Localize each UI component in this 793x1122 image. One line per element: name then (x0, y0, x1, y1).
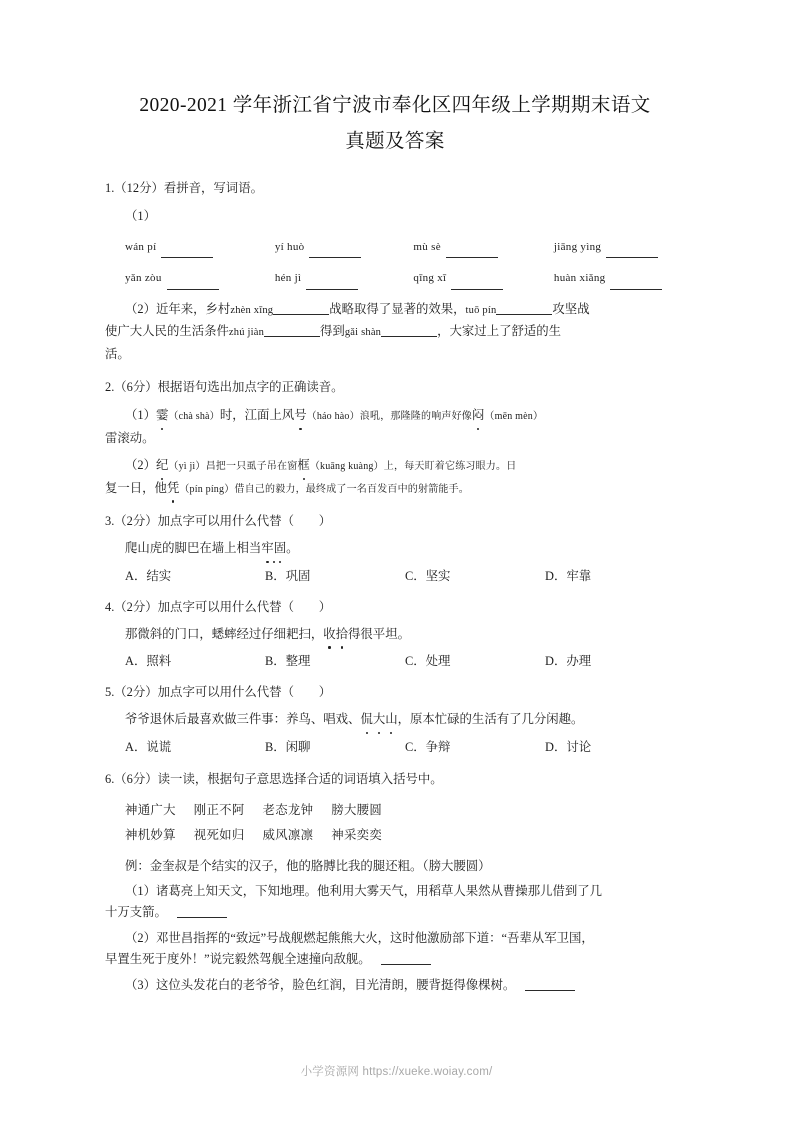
answer-blank[interactable] (451, 289, 503, 290)
question-5-head: 5.（2分）加点字可以用什么代替（ ） (105, 685, 332, 699)
q6-sub-3-line-1 (125, 975, 685, 997)
q1-part2 (105, 299, 685, 366)
footer-watermark (0, 1063, 793, 1079)
question-4-head: 4.（2分）加点字可以用什么代替（ ） (105, 599, 332, 614)
q6-example (105, 855, 685, 877)
question-5-stem (105, 709, 685, 731)
question-6 (105, 769, 685, 997)
q2-item-1-label: （1） (125, 408, 156, 422)
q1-pinyin-cell (275, 237, 414, 259)
q3-stem-a: 爬山虎的脚巴在墙上相当 (125, 541, 262, 555)
pinyin-text: huàn xiǎng (553, 272, 606, 284)
reading-choice: （kuāng kuàng）上，每天盯着它练习眼力。日 (309, 461, 517, 472)
q1-pinyin-cell (125, 237, 275, 259)
q2-item-2-line-1 (125, 455, 685, 478)
q1-pinyin-cell (554, 268, 685, 290)
option-b[interactable]: B．巩固 (265, 568, 311, 583)
reading-choice: （yì jì）昌把一只虱子吊在窗 (168, 461, 298, 472)
idiom-item: 神采奕奕 (331, 827, 383, 842)
pinyin-text: mù sè (413, 240, 441, 253)
pinyin-text: wán pí (125, 240, 157, 253)
question-4 (105, 597, 685, 672)
option-d[interactable]: D．牢靠 (545, 568, 592, 583)
q1-part2-line-2 (105, 321, 685, 344)
answer-blank[interactable] (446, 257, 498, 258)
q1-part2-seg7: 活。 (105, 346, 130, 361)
option-a[interactable]: A．结实 (125, 568, 172, 583)
dotted-char: 牢 (261, 538, 273, 560)
q2-item-1-line2-text: 雷滚动。 (105, 430, 155, 445)
pinyin-text: hén jì (274, 272, 302, 284)
dotted-char: 霎 (156, 405, 168, 427)
q2-item-2-label: （2） (125, 458, 156, 472)
reading-choice: （háo hào）浪吼，那隆隆的响声好像 (306, 411, 473, 422)
answer-blank[interactable] (525, 990, 575, 991)
q6-sub-1-text-2: 十万支箭。 (105, 905, 167, 919)
q1-part2-pinyin-4: gǎi shàn (344, 327, 382, 338)
question-5-options (105, 737, 685, 757)
option-c[interactable]: C．争辩 (405, 739, 451, 754)
pinyin-text: jiāng yìng (553, 240, 602, 253)
question-3-stem (105, 538, 685, 560)
q6-sub-2-label: （2） (125, 930, 156, 945)
dotted-word (360, 712, 397, 726)
q1-part2-seg4: 使广大人民的生活条件 (105, 324, 229, 338)
answer-blank[interactable] (264, 336, 320, 337)
pinyin-text: yǎn zòu (125, 272, 162, 284)
question-1-part1-label (105, 206, 685, 228)
q4-stem-b: 得很平坦。 (348, 626, 410, 641)
q1-pinyin-cell (554, 237, 685, 259)
q5-stem-a: 爷爷退休后最喜欢做三件事：养鸟、唱戏、 (125, 712, 361, 726)
title-line-2: 真题及答案 (345, 131, 445, 152)
option-b[interactable]: B．整理 (265, 654, 311, 668)
answer-blank[interactable] (167, 289, 219, 290)
dotted-char: 凭 (167, 478, 179, 500)
q6-sub-3 (105, 975, 685, 997)
q6-sub-3-text: 这位头发花白的老爷爷，脸色红润，目光清朗，腰背挺得像棵树。 (155, 977, 516, 992)
idiom-item: 老态龙钟 (262, 802, 314, 817)
q1-pinyin-cell (275, 268, 414, 290)
dotted-char: 大 (373, 709, 385, 731)
q6-sub-2 (105, 928, 685, 971)
q6-sub-1-text: 诸葛亮上知天文，下知地理。他利用大雾天气，用稻草人果然从曹操那儿借到了几 (155, 883, 603, 898)
q1-sub-label: （1） (125, 209, 156, 223)
reading-choice: （mēn mèn） (484, 411, 544, 422)
idiom-item: 神机妙算 (125, 827, 176, 842)
question-3-head: 3.（2分）加点字可以用什么代替（ ） (105, 514, 332, 528)
idiom-item: 视死如归 (193, 827, 245, 842)
answer-blank[interactable] (177, 917, 227, 918)
dotted-char: 闷 (472, 405, 484, 427)
dotted-char: 号 (294, 405, 306, 427)
q1-pinyin-row-1 (105, 237, 685, 259)
q6-sub-1 (105, 881, 685, 924)
q1-pinyin-row-2 (105, 268, 685, 290)
idiom-item: 刚正不阿 (193, 802, 245, 817)
q1-part2-seg5: 得到 (320, 324, 345, 338)
q6-sub-2-line-2 (105, 949, 685, 971)
page-title (105, 88, 685, 160)
q1-part2-line-3 (105, 344, 685, 366)
answer-blank[interactable] (306, 289, 358, 290)
option-c[interactable]: C．坚实 (405, 568, 451, 583)
pinyin-text: qīng xī (413, 272, 447, 284)
question-2 (105, 377, 685, 500)
question-3-options (105, 566, 685, 586)
dotted-char: 拾 (336, 624, 348, 646)
dotted-word (261, 538, 286, 560)
q1-pinyin-cell (413, 268, 553, 290)
q1-pinyin-cell (413, 237, 553, 259)
dotted-char: 框 (297, 455, 309, 477)
option-c[interactable]: C．处理 (405, 654, 451, 668)
q5-stem-b: ，原本忙碌的生活有了几分闲趣。 (397, 712, 584, 726)
q4-stem-a: 那微斜的门口，蟋蟀经过仔细耙扫， (125, 626, 324, 641)
q1-part2-line-1 (125, 299, 685, 322)
q2-item-2-line-2 (105, 478, 685, 501)
q1-part2-seg1: 近年来，乡村 (155, 301, 231, 316)
q1-pinyin-cell (125, 268, 275, 290)
idiom-row-1 (125, 798, 685, 823)
idiom-item: 神通广大 (125, 802, 176, 817)
q3-stem-b: 。 (286, 541, 299, 555)
question-1-head: 1.（12分）看拼音，写词语。 (105, 181, 263, 195)
question-5 (105, 682, 685, 757)
q2-item-2-seg-a: 复一日，他 (105, 480, 167, 495)
dotted-char: 山 (385, 709, 397, 731)
q2-item-2 (105, 455, 685, 500)
question-2-head: 2.（6分）根据语句选出加点字的正确读音。 (105, 380, 344, 394)
q6-sub-3-label: （3） (125, 977, 156, 992)
title-line-1: 2020-2021 学年浙江省宁波市奉化区四年级上学期期末语文 (139, 95, 651, 116)
idiom-item: 膀大腰圆 (331, 802, 383, 817)
option-d[interactable]: D．讨论 (545, 739, 592, 754)
answer-blank[interactable] (610, 289, 662, 290)
q6-example-text: 例：金奎叔是个结实的汉子，他的胳膊比我的腿还粗。（膀大腰圆） (125, 858, 491, 873)
q1-part2-label: （2） (125, 301, 156, 316)
answer-blank[interactable] (496, 314, 552, 315)
q6-sub-2-text: 邓世昌指挥的“致远”号战舰燃起熊熊大火，这时他激励部下道：“吾辈从军卫国， (155, 930, 594, 945)
q2-item-1-line-1 (125, 405, 685, 428)
q6-idiom-bank (105, 798, 685, 848)
q1-part2-pinyin-2: tuō pín (465, 304, 497, 316)
q2-item-1-seg-c: 时，江面上风 (219, 408, 295, 422)
option-b[interactable]: B．闲聊 (265, 739, 311, 754)
q2-item-1 (105, 405, 685, 449)
question-4-options (105, 651, 685, 671)
q1-part2-pinyin-1: zhèn xīng (230, 304, 274, 316)
q6-sub-1-line-1 (125, 881, 685, 903)
question-3 (105, 511, 685, 586)
dotted-char: 收 (323, 624, 335, 646)
option-d[interactable]: D．办理 (545, 654, 592, 668)
watermark-text: 小学资源网 https://xueke.woiay.com/ (300, 1066, 493, 1078)
q1-part2-seg3: 攻坚战 (552, 301, 590, 316)
q1-part2-seg2: 战略取得了显著的效果， (329, 301, 466, 316)
answer-blank[interactable] (161, 257, 213, 258)
answer-blank[interactable] (381, 336, 437, 337)
answer-blank[interactable] (309, 257, 361, 258)
q1-part2-seg6: ，大家过上了舒适的生 (437, 324, 562, 338)
q6-sub-1-line-2 (105, 902, 685, 924)
q6-sub-1-label: （1） (125, 883, 156, 898)
reading-choice: （pín píng）借自己的毅力，最终成了一名百发百中的射箭能手。 (179, 483, 469, 495)
pinyin-text: yí huò (274, 240, 305, 253)
reading-choice: （chà shà） (168, 411, 220, 422)
question-6-head: 6.（6分）读一读，根据句子意思选择合适的词语填入括号中。 (105, 771, 443, 786)
idiom-item: 威风凛凛 (262, 827, 314, 842)
answer-blank[interactable] (606, 257, 658, 258)
page-content (105, 88, 685, 996)
q6-sub-2-text-2: 早置生死于度外！”说完毅然驾舰全速撞向敌舰。 (105, 952, 371, 966)
question-1 (105, 178, 685, 365)
dotted-char: 侃 (360, 709, 372, 731)
dotted-word (323, 627, 348, 641)
dotted-char: 固 (274, 538, 286, 560)
answer-blank[interactable] (381, 964, 431, 965)
idiom-row-2 (125, 823, 685, 848)
answer-blank[interactable] (273, 314, 329, 315)
q2-item-1-line-2 (105, 428, 685, 450)
option-a[interactable]: A．说谎 (125, 739, 172, 754)
option-a[interactable]: A．照料 (125, 654, 172, 668)
q1-part2-pinyin-3: zhú jiàn (228, 327, 265, 338)
dotted-char: 纪 (156, 455, 168, 477)
question-4-stem (105, 624, 685, 646)
q6-sub-2-line-1 (125, 928, 685, 950)
